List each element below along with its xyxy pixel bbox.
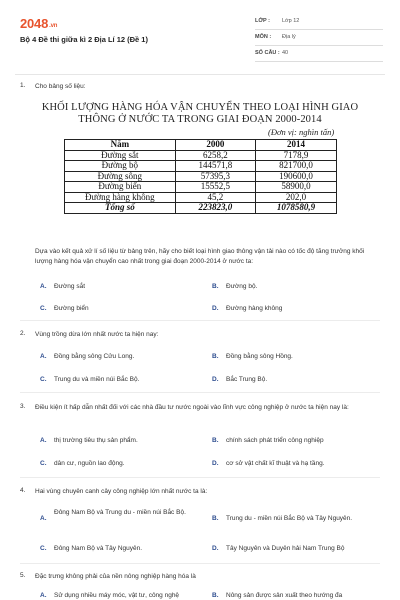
option-label: A. — [40, 437, 47, 444]
meta-key: SỐ CÂU : — [255, 50, 280, 56]
option-label: B. — [212, 437, 219, 444]
option-text: Đông Nam Bộ và Trung du - miền núi Bắc Bộ. — [54, 509, 186, 516]
option-text: Nông sản được sản xuất theo hướng đa — [226, 592, 343, 599]
option-label: A. — [40, 283, 47, 290]
table-cell: 144571,8 — [175, 161, 255, 172]
option-text: Tây Nguyên và Duyên hải Nam Trung Bộ — [226, 545, 345, 552]
option-label: C. — [40, 545, 47, 552]
table-header-cell: Năm — [65, 140, 176, 151]
table-cell: 45,2 — [175, 192, 255, 203]
option-label: A. — [40, 592, 47, 599]
logo-text: 2048 — [20, 16, 49, 31]
option-label: A. — [40, 353, 47, 360]
meta-row-class — [255, 14, 383, 30]
question-stem: Dựa vào kết quả xử lí số liệu từ bảng trên, hãy cho biết loại hình giao thông vận tải nào có tốc độ tăng trưởng khối lượng hàng hóa vận chuyển cao nhất trong giai đoạn 2000-2014 ở nước ta: — [35, 248, 365, 265]
option-text: Đường bộ. — [226, 283, 258, 290]
option-text: Bắc Trung Bộ. — [226, 376, 268, 383]
table-row — [65, 171, 337, 182]
question-text: Vùng trồng dừa lớn nhất nước ta hiện nay: — [35, 331, 159, 338]
table-cell: Đường sắt — [65, 150, 176, 161]
question-number: 5. — [20, 572, 26, 579]
table-cell: 1078580,9 — [256, 203, 337, 214]
option-text: Sử dụng nhiều máy móc, vật tư, công nghệ — [54, 592, 180, 599]
header-divider — [15, 74, 385, 75]
meta-row-subject — [255, 30, 383, 46]
document-title: Bộ 4 Đề thi giữa kì 2 Địa Lí 12 (Đề 1) — [20, 35, 148, 44]
option-text: cơ sở vật chất kĩ thuật và hạ tầng. — [226, 460, 325, 467]
option-text: dân cư, nguồn lao động. — [54, 460, 125, 467]
option-label: A. — [40, 515, 47, 522]
question-number: 4. — [20, 487, 26, 494]
option-label: D. — [212, 545, 219, 552]
option-label: B. — [212, 283, 219, 290]
table-cell: 15552,5 — [175, 182, 255, 193]
table-header-cell: 2000 — [175, 140, 255, 151]
table-cell: Đường bộ — [65, 161, 176, 172]
option-text: chính sách phát triển công nghiệp — [226, 437, 324, 444]
option-text: Trung du và miền núi Bắc Bộ. — [54, 376, 140, 383]
question-text: Điều kiện ít hấp dẫn nhất đối với các nhà đầu tư nước ngoài vào lĩnh vực công nghiệp ở nước ta hiện nay là: — [35, 404, 349, 411]
question-text: Hai vùng chuyên canh cây công nghiệp lớn nhất nước ta là: — [35, 488, 208, 495]
table-row — [65, 150, 337, 161]
meta-key: LỚP : — [255, 18, 270, 24]
table-cell: 6258,2 — [175, 150, 255, 161]
option-label: D. — [212, 460, 219, 467]
table-unit: (Đơn vị: nghìn tấn) — [268, 127, 335, 137]
exam-meta-panel — [255, 14, 383, 62]
option-text: Đường sắt — [54, 283, 86, 290]
table-row — [65, 182, 337, 193]
page-header — [0, 0, 400, 70]
option-label: D. — [212, 376, 219, 383]
option-label: D. — [212, 305, 219, 312]
table-cell: Đường sông — [65, 171, 176, 182]
table-row — [65, 192, 337, 203]
question-divider — [20, 392, 380, 393]
option-label: C. — [40, 460, 47, 467]
logo-domain: .vn — [49, 23, 58, 29]
meta-row-question-count — [255, 46, 383, 62]
table-row — [65, 161, 337, 172]
table-total-row — [65, 203, 337, 214]
option-label: B. — [212, 353, 219, 360]
table-cell: Đường hàng không — [65, 192, 176, 203]
option-label: B. — [212, 515, 219, 522]
table-cell: Đường biển — [65, 182, 176, 193]
table-cell: 7178,9 — [256, 150, 337, 161]
table-cell: 190600,0 — [256, 171, 337, 182]
option-text: Trung du - miền núi Bắc Bộ và Tây Nguyên. — [226, 515, 353, 522]
question-number: 1. — [20, 82, 26, 89]
question-number: 2. — [20, 330, 26, 337]
question-number: 3. — [20, 403, 26, 410]
option-label: C. — [40, 305, 47, 312]
question-text: Cho bảng số liệu: — [35, 83, 86, 90]
option-text: Đường hàng không — [226, 305, 283, 312]
table-cell: 202,0 — [256, 192, 337, 203]
data-table — [64, 139, 337, 214]
meta-key: MÔN : — [255, 34, 272, 40]
question-divider — [20, 320, 380, 321]
option-text: thị trường tiêu thụ sản phẩm. — [54, 437, 138, 444]
question-divider — [20, 563, 380, 564]
table-cell: 57395,3 — [175, 171, 255, 182]
table-header-row — [65, 140, 337, 151]
option-text: Đường biển — [54, 305, 89, 312]
option-label: C. — [40, 376, 47, 383]
table-title: KHỐI LƯỢNG HÀNG HÓA VẬN CHUYỂN THEO LOẠI HÌNH GIAO THÔNG Ở NƯỚC TA TRONG GIAI ĐOẠN 2000-2014 — [41, 102, 359, 125]
table-cell: 223823,0 — [175, 203, 255, 214]
site-logo[interactable] — [20, 16, 57, 31]
option-text: Đồng bằng sông Cửu Long. — [54, 353, 135, 360]
question-divider — [20, 477, 380, 478]
option-text: Đông Nam Bộ và Tây Nguyên. — [54, 545, 143, 552]
meta-value: Địa lý — [282, 34, 296, 40]
meta-value: Lớp 12 — [282, 18, 300, 24]
meta-value: 40 — [282, 50, 289, 56]
question-text: Đặc trưng không phải của nền nông nghiệp hàng hóa là — [35, 573, 196, 580]
table-cell: 58900,0 — [256, 182, 337, 193]
table-cell: Tổng số — [65, 203, 176, 214]
option-text: Đồng bằng sông Hồng. — [226, 353, 293, 360]
option-label: B. — [212, 592, 219, 599]
table-cell: 821700,0 — [256, 161, 337, 172]
table-header-cell: 2014 — [256, 140, 337, 151]
